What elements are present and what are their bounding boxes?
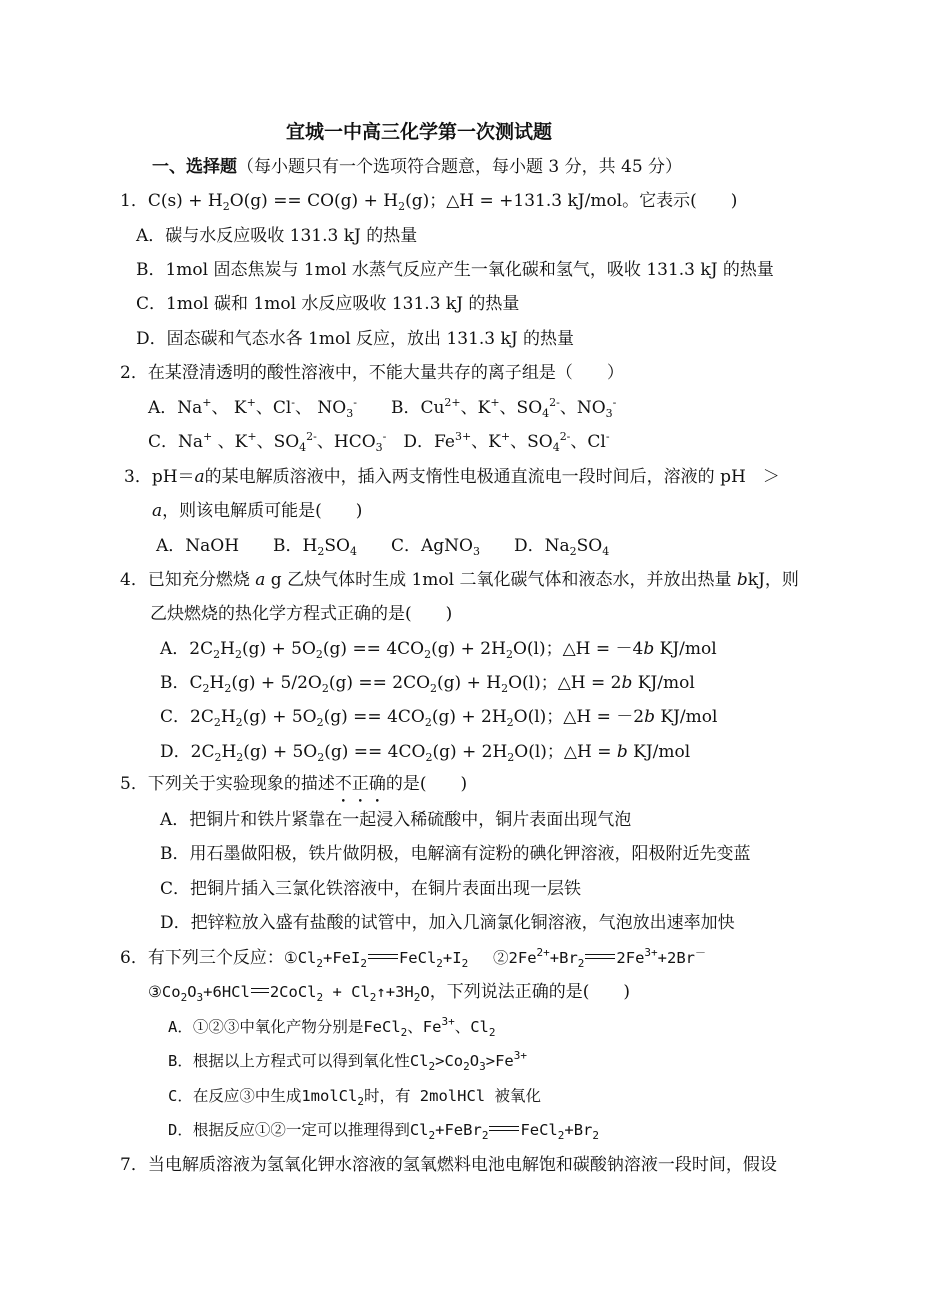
q5-option-c: C．把铜片插入三氯化铁溶液中，在铜片表面出现一层铁 — [160, 879, 582, 899]
q4-option-c: C．$2C_2H_2(g) + 5O_2(g) == 4CO_2(g) + 2H_2O(l)$；△H = －2b KJ/mol — [160, 707, 718, 729]
q6-option-d: D．根据反应①②一定可以推理得到$Cl_2+FeBr_2$ $FeCl_2+Br_2$ — [168, 1121, 600, 1142]
q1-option-c: C．1mol 碳和 1mol 水反应吸收 131.3 kJ 的热量 — [136, 294, 520, 314]
q5-option-a: A．把铜片和铁片紧靠在一起浸入稀硫酸中，铜片表面出现气泡 — [160, 810, 632, 830]
q1-option-b: B．1mol 固态焦炭与 1mol 水蒸气反应产生一氧化碳和氢气，吸收 131.3 kJ 的热量 — [136, 260, 774, 280]
section-header — [152, 156, 682, 178]
q5-option-b: B．用石墨做阳极，铁片做阴极，电解滴有淀粉的碘化钾溶液，阳极附近先变蓝 — [160, 844, 751, 864]
question-6-stem-cont: $③Co_2O_3+6HCl$ 2CoCl$_2$ + $Cl_2↑+3H_2O$，下列说法正确的是( ) — [148, 982, 630, 1004]
question-7-stem: 7．当电解质溶液为氢氧化钾水溶液的氢氧燃料电池电解饱和碳酸钠溶液一段时间，假设 — [120, 1155, 777, 1175]
question-6-stem: 6．有下列三个反应：$①Cl_2+FeI_2$ $FeCl_2+I_2$ $②2Fe^{2+}+Br_2$ $2Fe^{3+}+2Br^-$ — [120, 946, 706, 970]
q4-option-d: D．$2C_2H_2(g) + 5O_2(g) == 4CO_2(g) + 2H_2O(l)$；△H = b KJ/mol — [160, 742, 691, 764]
q6-option-c: C．在反应③中生成1molCl$_2$时，有 2molHCl 被氧化 — [168, 1087, 541, 1108]
question-3-stem: 3．pH＝a的某电解质溶液中，插入两支惰性电极通直流电一段时间后，溶液的 pH ＞ — [124, 467, 780, 487]
q2-options-ab: A．Na+、 K+、Cl-、 $NO_3^-$ B．$Cu^{2+}$、K+、$SO_4^{2-}$、$NO_3^-$ — [148, 396, 617, 420]
question-3-stem-cont: a，则该电解质可能是( ) — [152, 501, 363, 521]
q5-option-d: D．把锌粒放入盛有盐酸的试管中，加入几滴氯化铜溶液，气泡放出速率加快 — [160, 913, 735, 933]
section-note: （每小题只有一个选项符合题意，每小题 3 分，共 45 分） — [237, 157, 683, 177]
q1-option-d: D．固态碳和气态水各 1mol 反应，放出 131.3 kJ 的热量 — [136, 329, 575, 349]
question-4-stem: 4．已知充分燃烧 a g 乙炔气体时生成 1mol 二氧化碳气体和液态水，并放出热量 bkJ，则 — [120, 570, 799, 590]
question-5-stem: 5．下列关于实验现象的描述不正确的是( ) — [120, 774, 468, 794]
q1-option-a: A．碳与水反应吸收 131.3 kJ 的热量 — [136, 226, 418, 246]
page-title: 宜城一中高三化学第一次测试题 — [286, 121, 553, 143]
q3-options: A．NaOH B．$H_2SO_4$ C．AgNO$_3$ D．$Na_2SO_4$ — [156, 536, 610, 558]
question-2-stem: 2．在某澄清透明的酸性溶液中，不能大量共存的离子组是（ ） — [120, 363, 624, 383]
question-4-stem-cont: 乙炔燃烧的热化学方程式正确的是( ) — [150, 604, 453, 624]
q4-option-a: A．$2C_2H_2(g) + 5O_2(g) == 4CO_2(g) + 2H_2O(l)$；△H = －4b KJ/mol — [160, 639, 717, 661]
q6-option-a: A．①②③中氧化产物分别是FeCl$_2$、$Fe^{3+}$、$Cl_2$ — [168, 1015, 496, 1039]
q4-option-b: B．$C_2H_2(g) + 5/2O_2(g) == 2CO_2(g) + H_2O(l)$；△H = 2b KJ/mol — [160, 673, 695, 695]
section-heading: 一、选择题 — [152, 157, 237, 177]
q2-options-cd: C．Na+ 、K+、$SO_4^{2-}$、$HCO_3^-$ D．$Fe^{3+}$、K+、$SO_4^{2-}$、Cl- — [148, 430, 610, 454]
q6-option-b: B．根据以上方程式可以得到氧化性$Cl_2>Co_2O_3>Fe^{3+}$ — [168, 1049, 527, 1073]
question-1-stem: 1．$C(s) + H_2O(g) == CO(g) + H_2(g)$；△H = +131.3 kJ/mol。它表示( ) — [120, 191, 738, 213]
